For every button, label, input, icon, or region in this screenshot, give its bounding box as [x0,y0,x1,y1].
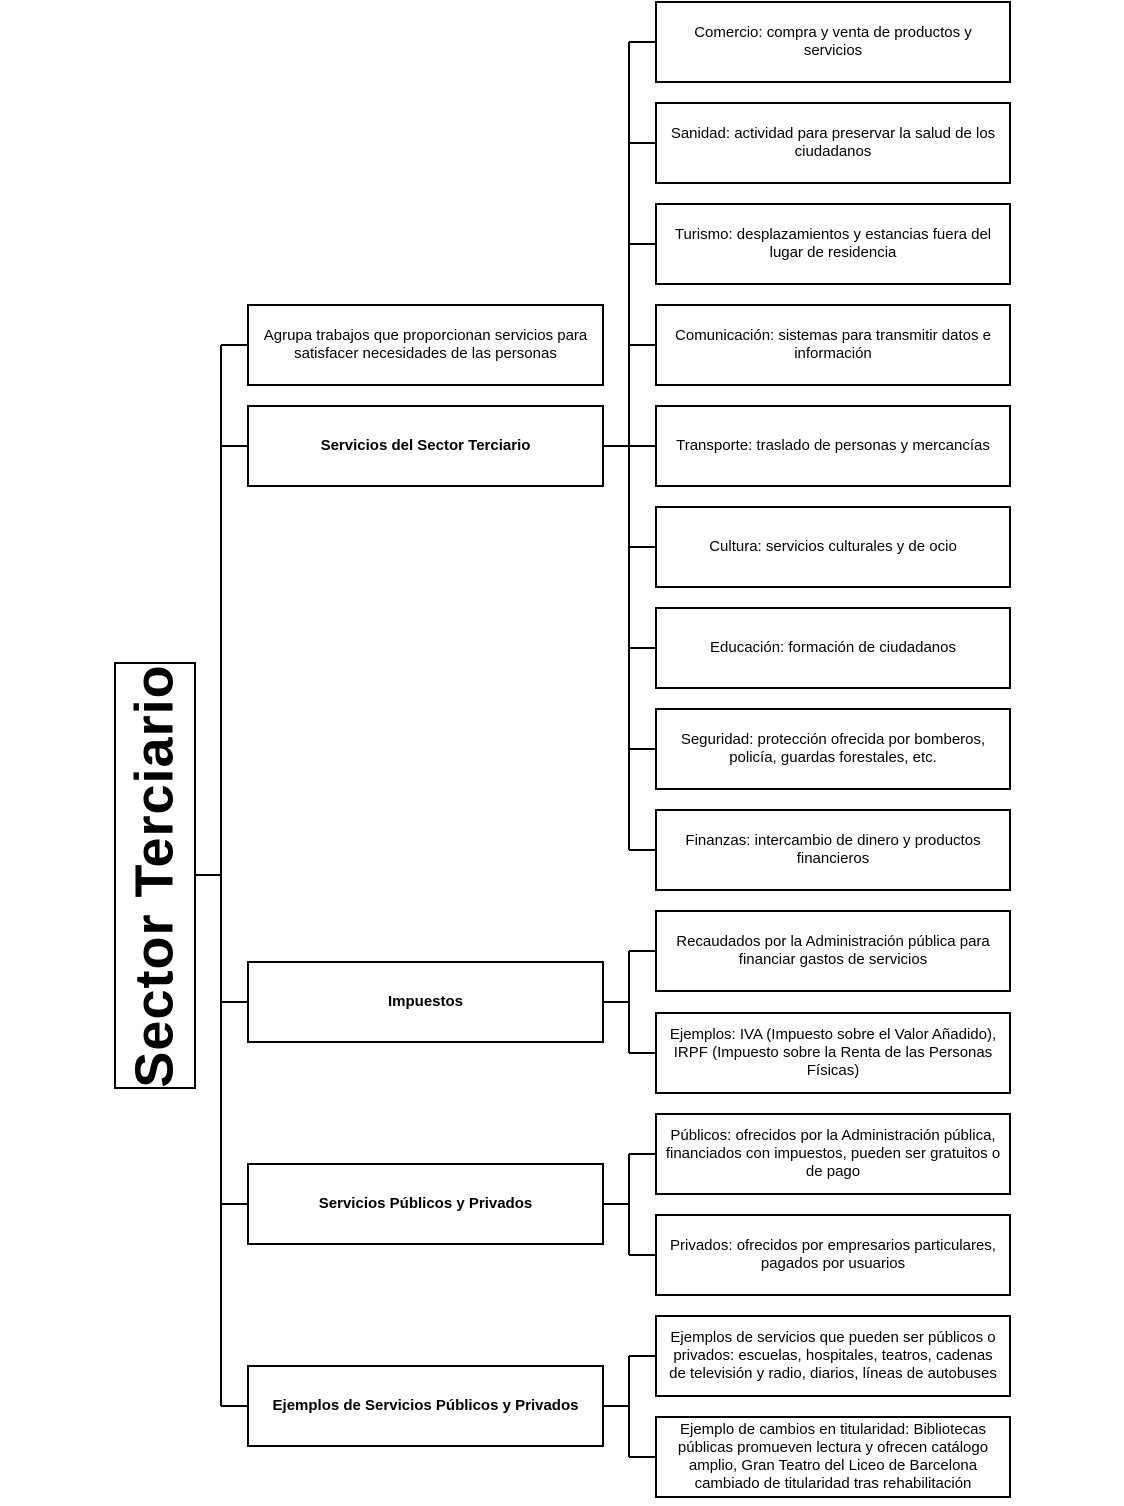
leaf-node-label: Comercio: compra y venta de productos y servicios [694,24,972,59]
leaf-node-label: Recaudados por la Administración pública para financiar gastos de servicios [676,933,990,968]
branch-node-label: Servicios del Sector Terciario [320,437,531,454]
leaf-node-label: Públicos: ofrecidos por la Administración pública, financiados con impuestos, pueden ser gratuitos o de pago [665,1127,1001,1180]
leaf-node [655,405,1011,487]
leaf-node [655,910,1011,992]
root-label: Sector Terciario [125,663,186,1088]
branch-node-label: Agrupa trabajos que proporcionan servicios para satisfacer necesidades de las personas [263,327,588,362]
branch-node-label: Impuestos [387,993,463,1010]
leaf-node [655,1012,1011,1094]
leaf-node [655,506,1011,588]
root-node [114,662,196,1089]
leaf-node-label: Ejemplos: IVA (Impuesto sobre el Valor Añadido), IRPF (Impuesto sobre la Renta de las Personas Físicas) [669,1026,997,1079]
branch-node [247,304,604,386]
leaf-node-label: Cultura: servicios culturales y de ocio [709,538,957,555]
leaf-node-label: Seguridad: protección ofrecida por bomberos, policía, guardas forestales, etc. [680,731,986,766]
branch-node-label: Ejemplos de Servicios Públicos y Privados [272,1397,579,1414]
leaf-node [655,304,1011,386]
leaf-node [655,203,1011,285]
leaf-node [655,1416,1011,1498]
leaf-node-label: Privados: ofrecidos por empresarios particulares, pagados por usuarios [670,1237,996,1272]
leaf-node-label: Sanidad: actividad para preservar la salud de los ciudadanos [670,125,996,160]
leaf-node [655,1,1011,83]
branch-node [247,405,604,487]
leaf-node [655,1214,1011,1296]
leaf-node-label: Comunicación: sistemas para transmitir datos e información [675,327,991,362]
leaf-node-label: Ejemplo de cambios en titularidad: Bibliotecas públicas promueven lectura y ofrecen catálogo amplio, Gran Teatro del Liceo de Barcelona cambiado de titularidad tras rehabilitación [677,1421,989,1492]
leaf-node [655,1315,1011,1397]
branch-node [247,1365,604,1447]
leaf-node [655,708,1011,790]
leaf-node-label: Educación: formación de ciudadanos [710,639,956,656]
leaf-node [655,1113,1011,1195]
leaf-node [655,102,1011,184]
leaf-node-label: Finanzas: intercambio de dinero y productos financieros [685,832,981,867]
branch-node [247,961,604,1043]
leaf-node-label: Turismo: desplazamientos y estancias fuera del lugar de residencia [674,226,992,261]
branch-node [247,1163,604,1245]
branch-node-label: Servicios Públicos y Privados [318,1195,533,1212]
leaf-node [655,607,1011,689]
leaf-node-label: Ejemplos de servicios que pueden ser públicos o privados: escuelas, hospitales, teatros, cadenas de televisión y radio, diarios, líneas de autobuses [669,1329,997,1382]
leaf-node [655,809,1011,891]
leaf-node-label: Transporte: traslado de personas y mercancías [676,437,990,454]
